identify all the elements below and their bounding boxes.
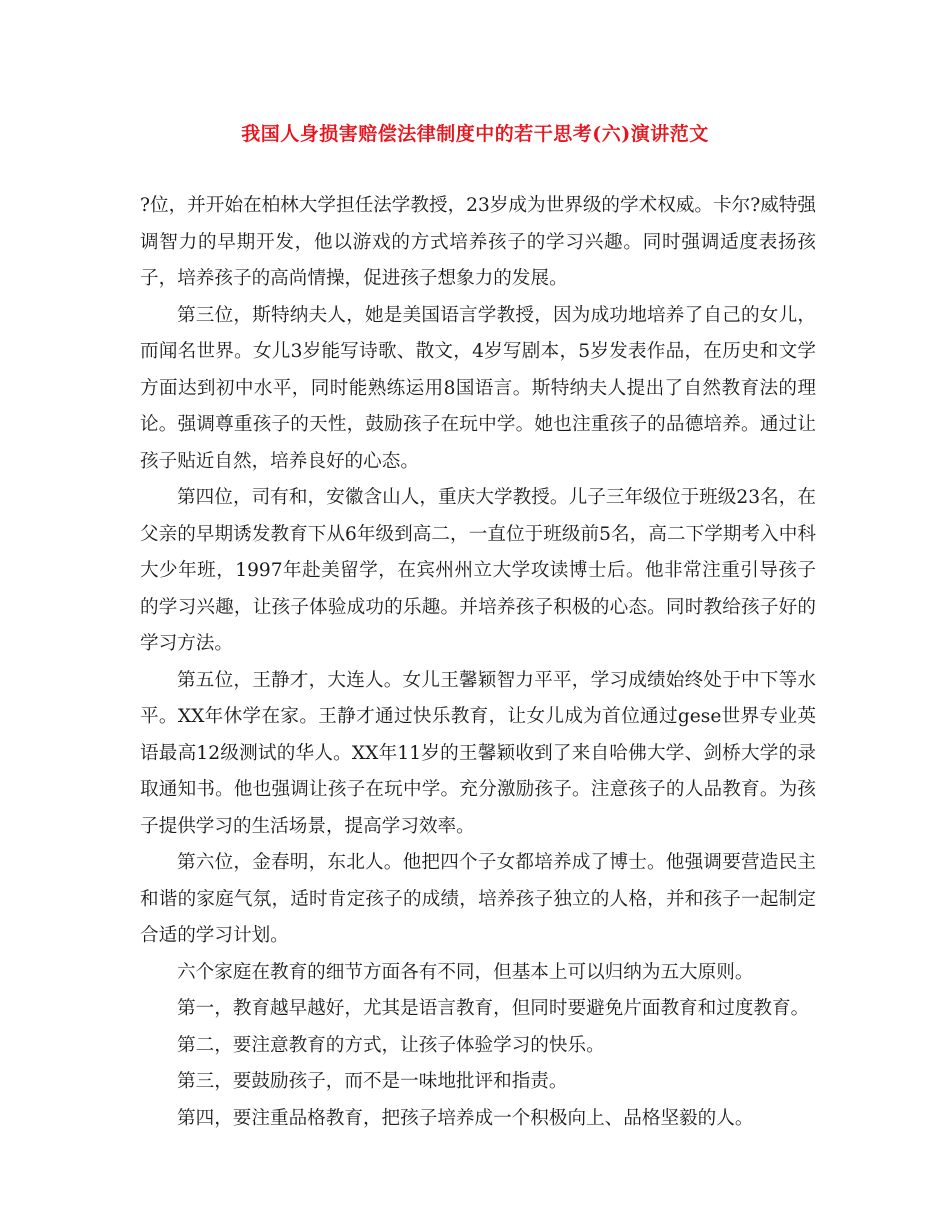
paragraph-principle-3: 第三，要鼓励孩子，而不是一味地批评和指责。 [177,1071,568,1092]
paragraph-summary: 六个家庭在教育的细节方面各有不同，但基本上可以归纳为五大原则。 [177,961,754,983]
paragraph-principle-2: 第二，要注意教育的方式，让孩子体验学习的快乐。 [177,1034,605,1056]
paragraph-sixth-family: 第六位，金春明，东北人。他把四个子女都培养成了博士。他强调要营造民主和谐的家庭气氛，适时肯定孩子的成绩，培养孩子独立的人格，并和孩子一起制定合适的学习计划。 [140,852,816,946]
paragraph-fourth-family: 第四位，司有和，安徽含山人，重庆大学教授。儿子三年级位于班级23名，在父亲的早期诱发教育下从6年级到高二，一直位于班级前5名，高二下学期考入中科大少年班，1997年赴美留学，在宾州州立大学攻读博士后。他非常注重引导孩子的学习兴趣，让孩子体验成功的乐趣。并培养孩子积极的心态。同时教给孩子好的学习方法。 [140,487,816,654]
paragraph-third-family: 第三位，斯特纳夫人，她是美国语言学教授，因为成功地培养了自己的女儿，而闻名世界。女儿3岁能写诗歌、散文，4岁写剧本，5岁发表作品，在历史和文学方面达到初中水平，同时能熟练运用8国语言。斯特纳夫人提出了自然教育法的理论。强调尊重孩子的天性，鼓励孩子在玩中学。她也注重孩子的品德培养。通过让孩子贴近自然，培养良好的心态。 [140,304,816,472]
paragraph-fifth-family: 第五位，王静才，大连人。女儿王馨颖智力平平，学习成绩始终处于中下等水平。XX年休学在家。王静才通过快乐教育，让女儿成为首位通过gese世界专业英语最高12级测试的华人。XX年11岁的王馨颖收到了来自哈佛大学、剑桥大学的录取通知书。他也强调让孩子在玩中学。充分激励孩子。注意孩子的人品教育。为孩子提供学习的生活场景，提高学习效率。 [140,669,816,837]
paragraph-continuation: ?位，并开始在柏林大学担任法学教授，23岁成为世界级的学术权威。卡尔?威特强调智力的早期开发，他以游戏的方式培养孩子的学习兴趣。同时强调适度表扬孩子，培养孩子的高尚情操，促进孩子想象力的发展。 [140,195,816,289]
document-body [140,188,816,1137]
paragraph-principle-1: 第一，教育越早越好，尤其是语言教育，但同时要避免片面教育和过度教育。 [177,998,810,1019]
paragraph-principle-4: 第四，要注重品格教育，把孩子培养成一个积极向上、品格坚毅的人。 [177,1107,754,1129]
document-title: 我国人身损害赔偿法律制度中的若干思考(六)演讲范文 [241,123,709,145]
